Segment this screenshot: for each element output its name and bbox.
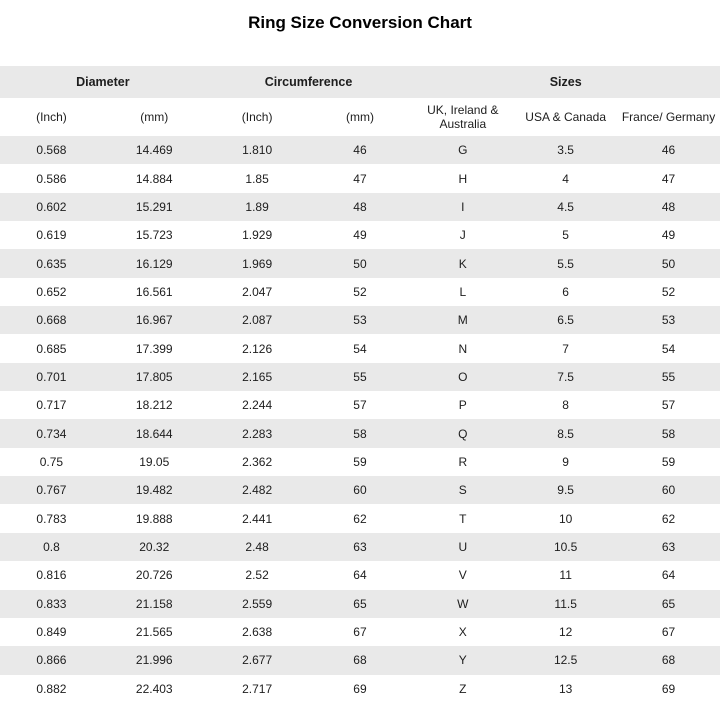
table-cell: 57	[353, 398, 367, 413]
table-cell: 2.52	[245, 568, 269, 583]
table-cell: Z	[459, 681, 467, 696]
table-cell: 14.884	[135, 171, 173, 186]
table-cell: W	[457, 596, 469, 611]
table-cell: 53	[353, 313, 367, 328]
table-cell: 1.810	[242, 143, 273, 158]
table-cell: 13	[558, 681, 573, 696]
table-cell: 0.717	[36, 398, 67, 413]
table-cell: 18.212	[135, 398, 173, 413]
table-row	[0, 646, 720, 674]
table-cell: 2.047	[242, 284, 273, 299]
table-cell: Y	[458, 653, 467, 668]
table-row	[0, 476, 720, 504]
table-row	[0, 618, 720, 646]
table-cell: 3.5	[557, 143, 574, 158]
table-cell: 20.726	[135, 568, 173, 583]
table-cell: 68	[353, 653, 367, 668]
table-cell: 12.5	[553, 653, 578, 668]
table-cell: 0.849	[36, 625, 67, 640]
table-cell: 62	[353, 511, 367, 526]
table-cell: 65	[353, 596, 367, 611]
table-cell: 62	[661, 511, 676, 526]
table-cell: 8.5	[557, 426, 574, 441]
table-row	[0, 278, 720, 306]
table-cell: T	[459, 511, 467, 526]
table-cell: 46	[661, 143, 676, 158]
table-cell: M	[457, 313, 468, 328]
table-cell: 0.767	[36, 483, 67, 498]
table-cell: X	[458, 625, 467, 640]
table-cell: 0.833	[36, 596, 67, 611]
table-cell: 2.362	[242, 454, 273, 469]
table-cell: 16.129	[135, 256, 173, 271]
table-cell: 67	[353, 625, 367, 640]
page-title: Ring Size Conversion Chart	[248, 13, 472, 32]
table-cell: Q	[458, 426, 468, 441]
table-cell: 54	[353, 341, 367, 356]
table-cell: 0.652	[36, 284, 67, 299]
column-header-circumference-mm: (mm)	[345, 110, 374, 124]
table-cell: 1.85	[245, 171, 269, 186]
table-cell: 0.685	[36, 341, 67, 356]
table-cell: 0.75	[39, 454, 64, 469]
table-row	[0, 448, 720, 476]
table-cell: 14.469	[135, 143, 173, 158]
table-cell: 5	[562, 228, 569, 243]
table-cell: H	[458, 171, 468, 186]
table-cell: 63	[353, 539, 367, 554]
table-cell: 58	[353, 426, 367, 441]
table-cell: 2.165	[242, 369, 273, 384]
table-cell: 69	[353, 681, 367, 696]
table-cell: 68	[661, 653, 676, 668]
table-row	[0, 391, 720, 419]
group-header-diameter: Diameter	[76, 75, 130, 89]
table-cell: 10	[558, 511, 573, 526]
table-cell: 12	[558, 625, 573, 640]
table-cell: P	[458, 398, 467, 413]
table-cell: 7	[562, 341, 569, 356]
table-row	[0, 164, 720, 192]
table-cell: 52	[661, 284, 676, 299]
table-cell: 0.882	[36, 681, 67, 696]
table-row	[0, 675, 720, 703]
table-row	[0, 334, 720, 362]
table-cell: 0.619	[36, 228, 67, 243]
column-header-usa-canada: USA & Canada	[525, 110, 606, 124]
table-row	[0, 363, 720, 391]
table-cell: R	[458, 454, 468, 469]
table-cell: 0.602	[36, 199, 67, 214]
table-cell: 0.734	[36, 426, 67, 441]
table-column-header-row	[0, 98, 720, 136]
table-row	[0, 504, 720, 532]
table-cell: 15.291	[135, 199, 173, 214]
table-cell: 59	[661, 454, 676, 469]
table-cell: 10.5	[553, 539, 578, 554]
table-body	[0, 136, 720, 703]
table-cell: J	[459, 228, 466, 243]
table-cell: 55	[661, 369, 676, 384]
table-cell: 60	[661, 483, 676, 498]
table-cell: 63	[661, 539, 676, 554]
table-cell: 50	[661, 256, 676, 271]
table-cell: 53	[661, 313, 676, 328]
table-cell: 5.5	[557, 256, 574, 271]
table-cell: 2.087	[242, 313, 273, 328]
table-cell: 48	[661, 199, 676, 214]
table-cell: 2.638	[242, 625, 273, 640]
table-row	[0, 136, 720, 164]
table-cell: 64	[353, 568, 367, 583]
table-cell: 0.816	[36, 568, 67, 583]
table-cell: I	[461, 199, 465, 214]
table-cell: 8	[562, 398, 569, 413]
table-cell: 0.8	[43, 539, 60, 554]
table-cell: 7.5	[557, 369, 574, 384]
table-cell: 1.89	[245, 199, 269, 214]
table-row	[0, 533, 720, 561]
table-cell: G	[458, 143, 468, 158]
table-cell: 22.403	[135, 681, 173, 696]
table-cell: 54	[661, 341, 676, 356]
table-row	[0, 249, 720, 277]
table-row	[0, 221, 720, 249]
table-cell: 9.5	[557, 483, 574, 498]
table-cell: 49	[661, 228, 676, 243]
table-cell: 52	[353, 284, 367, 299]
table-row	[0, 561, 720, 589]
column-header-diameter-inch: (Inch)	[36, 110, 67, 124]
table-cell: U	[458, 539, 468, 554]
table-cell: 47	[661, 171, 676, 186]
table-cell: 0.586	[36, 171, 67, 186]
group-header-sizes: Sizes	[549, 75, 582, 89]
table-cell: 17.805	[135, 369, 173, 384]
table-cell: 4.5	[557, 199, 574, 214]
table-cell: 55	[353, 369, 367, 384]
table-cell: O	[458, 369, 468, 384]
table-cell: 2.482	[242, 483, 273, 498]
table-cell: 21.996	[135, 653, 173, 668]
table-cell: 0.866	[36, 653, 67, 668]
table-cell: 19.05	[139, 454, 170, 469]
table-cell: 2.48	[245, 539, 269, 554]
table-header	[0, 66, 720, 136]
table-cell: 21.565	[135, 625, 173, 640]
table-cell: 2.244	[242, 398, 273, 413]
table-row	[0, 306, 720, 334]
group-header-circumference: Circumference	[264, 75, 353, 89]
table-cell: 48	[353, 199, 367, 214]
table-cell: 15.723	[135, 228, 173, 243]
table-cell: L	[459, 284, 467, 299]
table-cell: 0.701	[36, 369, 67, 384]
table-cell: 69	[661, 681, 676, 696]
table-cell: 17.399	[135, 341, 173, 356]
table-cell: 21.158	[135, 596, 173, 611]
table-row	[0, 590, 720, 618]
table-cell: 64	[661, 568, 676, 583]
table-cell: 60	[353, 483, 367, 498]
column-header-france-germany: France/ Germany	[621, 110, 716, 124]
column-header-circumference-inch: (Inch)	[241, 110, 273, 124]
table-cell: 0.635	[36, 256, 67, 271]
table-row	[0, 419, 720, 447]
table-cell: K	[458, 256, 467, 271]
column-header-uk-ireland-australia: UK, Ireland & Australia	[427, 103, 499, 131]
table-cell: 46	[353, 143, 367, 158]
table-cell: 16.561	[135, 284, 173, 299]
table-cell: 2.283	[242, 426, 273, 441]
table-cell: N	[458, 341, 468, 356]
table-cell: S	[458, 483, 467, 498]
table-cell: 11.5	[554, 596, 577, 611]
table-cell: 4	[562, 171, 569, 186]
table-cell: 1.929	[242, 228, 273, 243]
table-row	[0, 193, 720, 221]
table-cell: 2.126	[242, 341, 273, 356]
table-cell: 11	[559, 568, 572, 583]
table-cell: 20.32	[139, 539, 170, 554]
table-cell: V	[458, 568, 467, 583]
table-cell: 57	[661, 398, 676, 413]
table-cell: 16.967	[135, 313, 173, 328]
table-cell: 9	[562, 454, 569, 469]
table-cell: 0.668	[36, 313, 67, 328]
table-cell: 49	[353, 228, 367, 243]
table-cell: 2.717	[242, 681, 273, 696]
table-cell: 6	[562, 284, 569, 299]
table-group-header-row	[0, 66, 720, 98]
table-cell: 6.5	[557, 313, 574, 328]
table-cell: 59	[353, 454, 367, 469]
table-cell: 50	[353, 256, 367, 271]
ring-size-conversion-table	[0, 66, 720, 703]
table-cell: 65	[661, 596, 676, 611]
column-header-diameter-mm: (mm)	[140, 110, 169, 124]
table-cell: 19.482	[135, 483, 173, 498]
table-cell: 19.888	[135, 511, 173, 526]
table-cell: 0.568	[36, 143, 67, 158]
table-cell: 1.969	[242, 256, 273, 271]
table-cell: 2.559	[242, 596, 273, 611]
table-cell: 47	[353, 171, 367, 186]
table-cell: 0.783	[36, 511, 67, 526]
table-cell: 2.441	[242, 511, 273, 526]
table-cell: 67	[661, 625, 676, 640]
table-cell: 18.644	[135, 426, 173, 441]
table-cell: 2.677	[242, 653, 273, 668]
table-cell: 58	[661, 426, 676, 441]
